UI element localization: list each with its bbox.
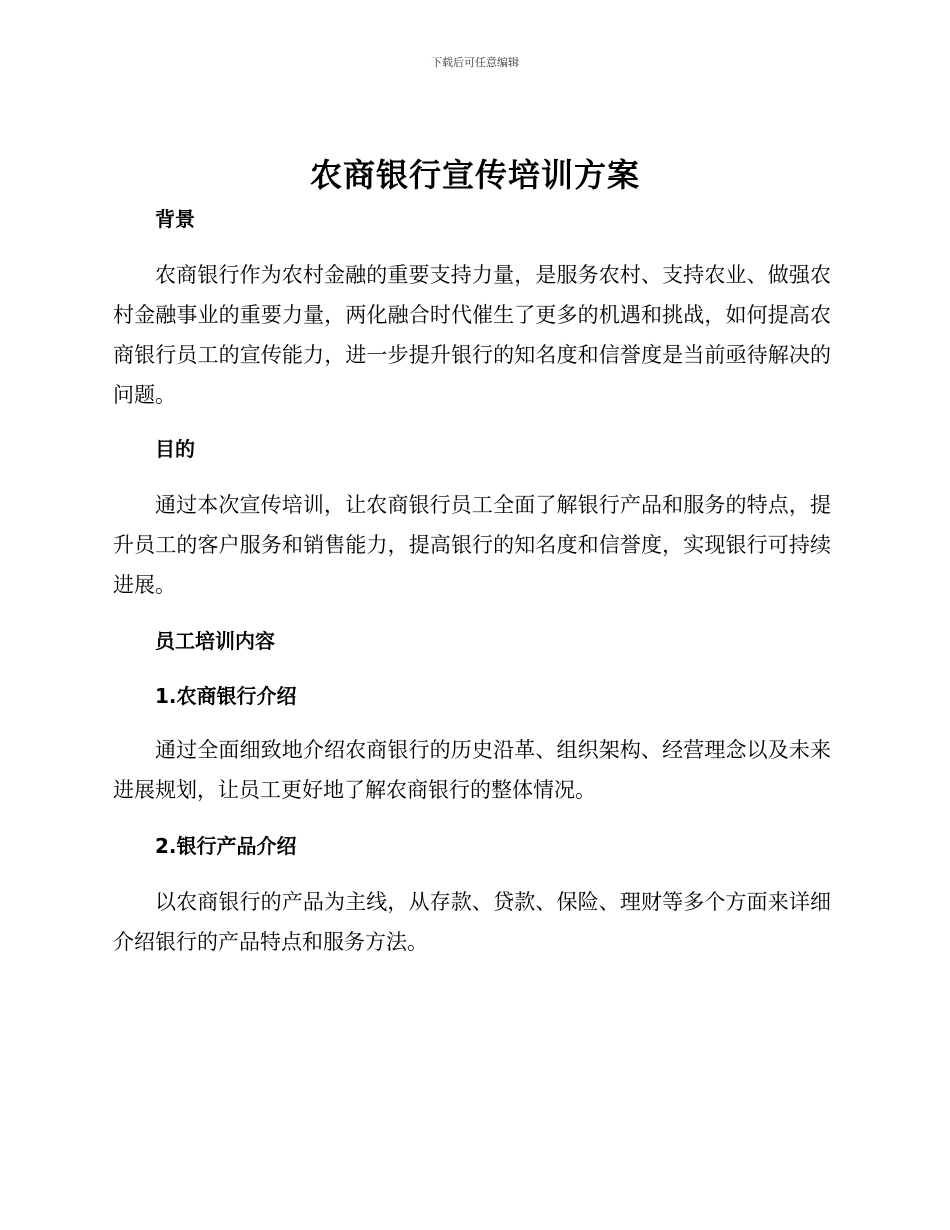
section-paragraph-background: 农商银行作为农村金融的重要支持力量，是服务农村、支持农业、做强农村金融事业的重要力量，两化融合时代催生了更多的机遇和挑战，如何提高农商银行员工的宣传能力，进一步提升银行的知名度和信誉度是当前亟待解决的问题。: [113, 263, 831, 407]
section-paragraph-purpose: 通过本次宣传培训，让农商银行员工全面了解银行产品和服务的特点，提升员工的客户服务和销售能力，提高银行的知名度和信誉度，实现银行可持续进展。: [113, 493, 831, 597]
section-heading-purpose: 目的: [155, 437, 195, 461]
subsection-heading-bank-intro: 1.农商银行介绍: [155, 684, 297, 708]
section-heading-background: 背景: [155, 207, 195, 231]
subsection-paragraph-bank-intro: 通过全面细致地介绍农商银行的历史沿革、组织架构、经营理念以及未来进展规划，让员工更好地了解农商银行的整体情况。: [113, 738, 831, 802]
page-title: 农商银行宣传培训方案: [309, 156, 640, 194]
document-body: [113, 200, 831, 962]
header-note: 下载后可任意编辑: [431, 56, 519, 69]
subsection-paragraph-product-intro: 以农商银行的产品为主线，从存款、贷款、保险、理财等多个方面来详细介绍银行的产品特点和服务方法。: [113, 890, 831, 954]
subsection-heading-product-intro: 2.银行产品介绍: [155, 834, 297, 858]
section-heading-training-content: 员工培训内容: [155, 629, 275, 653]
